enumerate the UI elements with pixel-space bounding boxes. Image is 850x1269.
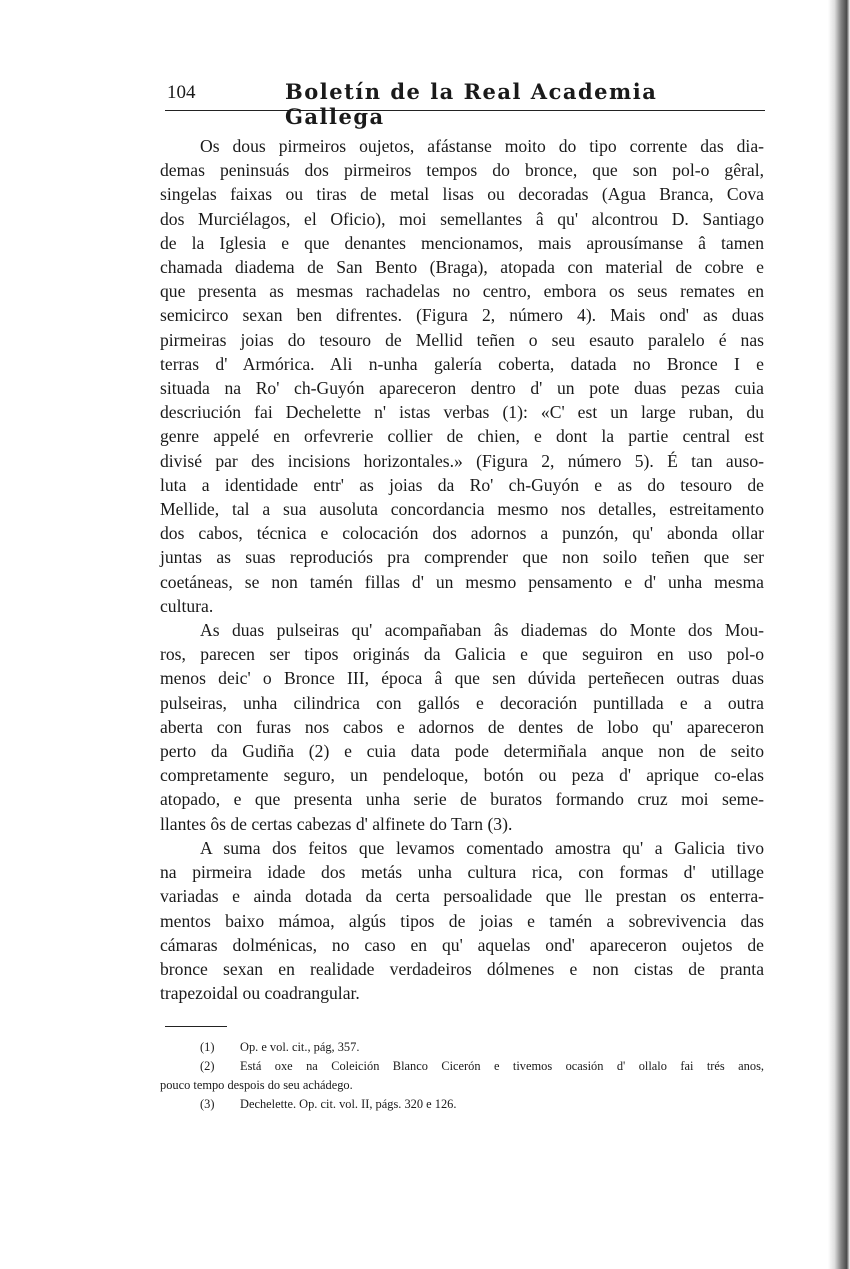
text-line: llantes ôs de certas cabezas d' alfinete do Tarn (3). xyxy=(160,813,513,834)
text-line: de la Iglesia e que denantes mencionamos, mais aprousímanse â tamen xyxy=(160,232,764,253)
paragraph xyxy=(160,134,764,618)
text-line: Os dous pirmeiros oujetos, afástanse moito do tipo corrente das dia- xyxy=(200,136,764,156)
body-text xyxy=(160,134,764,1005)
text-line: trapezoidal ou coadrangular. xyxy=(160,983,360,1004)
footnote xyxy=(160,1057,764,1076)
footnote-text: Op. e vol. cit., pág, 357. xyxy=(240,1040,360,1054)
text-line: pirmeiras joias do tesouro de Mellid teñen o seu esauto paralelo é nas xyxy=(160,329,764,350)
text-line: descriución fai Dechelette n' istas verbas (1): «C' est un large ruban, du xyxy=(160,402,764,423)
text-line: que presenta as mesmas rachadelas no centro, embora os seus remates en xyxy=(160,281,764,302)
text-line: mentos baixo mámoa, algús tipos de joias e tamén a sobrevivencia das xyxy=(160,910,764,931)
scan-edge-shadow xyxy=(828,0,850,1269)
footnote-continuation: pouco tempo despois do seu achádego. xyxy=(160,1078,353,1092)
footnote-divider xyxy=(165,1026,227,1027)
footnote-text: Está oxe na Coleición Blanco Cicerón e tivemos ocasión d' ollalo fai trés anos, xyxy=(240,1059,764,1073)
text-line: divisé par des incisions horizontales.» (Figura 2, número 5). É tan auso- xyxy=(160,450,764,471)
text-line: variadas e ainda dotada da certa persoalidade que lle prestan os enterra- xyxy=(160,886,764,907)
text-line: cámaras dolménicas, no caso en qu' aquelas ond' apareceron oujetos de xyxy=(160,934,764,955)
text-line: demas peninsuás dos pirmeiros tempos do bronce, que son pol-o gêral, xyxy=(160,160,764,181)
text-line: menos deic' o Bronce III, época â que sen dúvida perteñecen outras duas xyxy=(160,668,764,689)
text-line: na pirmeira idade dos metás unha cultura rica, con formas d' utillage xyxy=(160,862,764,883)
text-line: singelas faixas ou tiras de metal lisas ou decoradas (Agua Branca, Cova xyxy=(160,184,764,205)
footnotes xyxy=(160,1038,764,1114)
page-number: 104 xyxy=(167,82,196,103)
text-line: pulseiras, unha cilindrica con gallós e decoración puntillada e a outra xyxy=(160,692,764,713)
text-line: A suma dos feitos que levamos comentado amostra qu' a Galicia tivo xyxy=(200,837,764,858)
footnote-mark: (3) xyxy=(200,1097,215,1111)
footnote-mark: (2) xyxy=(200,1059,215,1073)
text-line: terras d' Armórica. Ali n-unha galería coberta, datada no Bronce I e xyxy=(160,353,764,374)
text-line: genre appelé en orfevrerie collier de chien, e dont la partie central est xyxy=(160,426,764,447)
text-line: aberta con furas nos cabos e adornos de dentes de lobo qu' apareceron xyxy=(160,716,764,737)
text-line: atopado, e que presenta unha serie de buratos formando cruz moi seme- xyxy=(160,789,764,810)
text-line: luta a identidade entr' as joias da Ro' ch-Guyón e as do tesouro de xyxy=(160,474,764,495)
text-line: juntas as suas reproduciós pra comprender que non soilo teñen que ser xyxy=(160,547,764,568)
text-line: compretamente seguro, un pendeloque, botón ou peza d' aprique co-elas xyxy=(160,765,764,786)
footnote xyxy=(160,1095,764,1114)
footnote-text: Dechelette. Op. cit. vol. II, págs. 320 e 126. xyxy=(240,1097,457,1111)
paragraph xyxy=(160,618,764,836)
footnote xyxy=(160,1038,764,1057)
text-line: situada na Ro' ch-Guyón apareceron dentro d' un pote duas pezas cuia xyxy=(160,378,764,399)
text-line: dos cabos, técnica e colocación dos adornos a punzón, qu' abonda ollar xyxy=(160,523,764,544)
text-line: ros, parecen ser tipos originás da Galicia e que seguiron en uso pol-o xyxy=(160,644,764,665)
paragraph xyxy=(160,836,764,1005)
page-header xyxy=(165,78,765,129)
text-line: As duas pulseiras qu' acompañaban âs diademas do Monte dos Mou- xyxy=(200,620,764,641)
text-line: bronce sexan en realidade verdadeiros dólmenes e non cistas de pranta xyxy=(160,958,764,979)
text-line: coetáneas, se non tamén fillas d' un mesmo pensamento e d' unha mesma xyxy=(160,571,764,592)
text-line: perto da Gudiña (2) e cuia data pode determiñala anque non de seito xyxy=(160,741,764,762)
text-line: Mellide, tal a sua ausoluta concordancia mesmo nos detalles, estreitamento xyxy=(160,499,764,520)
footnote-mark: (1) xyxy=(200,1040,215,1054)
running-title: Boletín de la Real Academia Gallega xyxy=(285,79,658,129)
text-line: dos Murciélagos, el Oficio), moi semellantes â qu' alcontrou D. Santiago xyxy=(160,208,764,229)
text-line: cultura. xyxy=(160,595,214,616)
text-line: chamada diadema de San Bento (Braga), atopada con material de cobre e xyxy=(160,257,764,278)
text-line: semicirco sexan ben difrentes. (Figura 2, número 4). Mais ond' as duas xyxy=(160,305,764,326)
